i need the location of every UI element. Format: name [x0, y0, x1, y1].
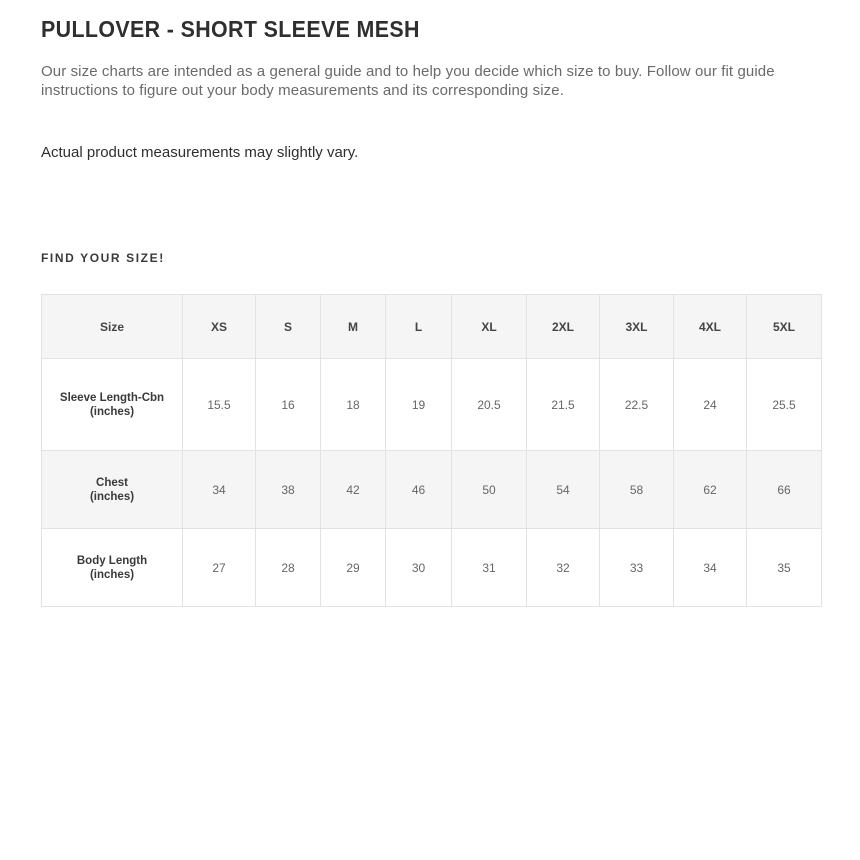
- table-header-row: [42, 295, 822, 359]
- table-cell: 66: [747, 451, 822, 529]
- table-cell: 16: [256, 359, 321, 451]
- table-cell: 58: [600, 451, 674, 529]
- table-cell: 27: [183, 529, 256, 607]
- row-label-unit: (inches): [89, 490, 135, 503]
- table-cell: 62: [674, 451, 747, 529]
- page-title: PULLOVER - SHORT SLEEVE MESH: [41, 16, 420, 42]
- table-cell: 22.5: [600, 359, 674, 451]
- row-label-text: Chest: [96, 476, 128, 489]
- table-cell: 34: [674, 529, 747, 607]
- size-column-header: L: [386, 295, 452, 359]
- table-cell: 34: [183, 451, 256, 529]
- row-label-text: Sleeve Length-Cbn: [59, 391, 165, 404]
- row-label-body-length: [42, 529, 183, 607]
- table-cell: 31: [452, 529, 527, 607]
- row-label-sleeve-length: [42, 359, 183, 451]
- size-chart-table: [41, 294, 822, 607]
- table-cell: 54: [527, 451, 600, 529]
- size-header-label: Size: [42, 295, 183, 359]
- table-cell: 38: [256, 451, 321, 529]
- table-cell: 29: [321, 529, 386, 607]
- table-cell: 35: [747, 529, 822, 607]
- find-your-size-heading: FIND YOUR SIZE!: [41, 251, 165, 265]
- table-cell: 33: [600, 529, 674, 607]
- table-cell: 18: [321, 359, 386, 451]
- table-cell: 46: [386, 451, 452, 529]
- size-guide-page: [41, 14, 821, 581]
- row-label-text: Body Length: [76, 554, 148, 567]
- row-label-unit: (inches): [89, 568, 135, 581]
- size-column-header: 4XL: [674, 295, 747, 359]
- size-column-header: 5XL: [747, 295, 822, 359]
- size-column-header: 2XL: [527, 295, 600, 359]
- intro-text: Our size charts are intended as a general guide and to help you decide which size to buy. Follow our fit guide instructions to figure out your body measurements and its corresponding size.: [41, 63, 775, 99]
- row-label-chest: [42, 451, 183, 529]
- size-column-header: M: [321, 295, 386, 359]
- table-row-body-length: [42, 529, 822, 607]
- table-cell: 28: [256, 529, 321, 607]
- table-cell: 50: [452, 451, 527, 529]
- size-column-header: 3XL: [600, 295, 674, 359]
- table-row-sleeve-length: [42, 359, 822, 451]
- table-row-chest: [42, 451, 822, 529]
- size-column-header: XS: [183, 295, 256, 359]
- table-cell: 24: [674, 359, 747, 451]
- table-cell: 32: [527, 529, 600, 607]
- measurement-note: Actual product measurements may slightly vary.: [41, 144, 359, 161]
- table-cell: 20.5: [452, 359, 527, 451]
- size-column-header: S: [256, 295, 321, 359]
- table-cell: 42: [321, 451, 386, 529]
- table-cell: 30: [386, 529, 452, 607]
- table-cell: 15.5: [183, 359, 256, 451]
- row-label-unit: (inches): [89, 405, 135, 418]
- size-column-header: XL: [452, 295, 527, 359]
- table-cell: 21.5: [527, 359, 600, 451]
- table-cell: 25.5: [747, 359, 822, 451]
- table-cell: 19: [386, 359, 452, 451]
